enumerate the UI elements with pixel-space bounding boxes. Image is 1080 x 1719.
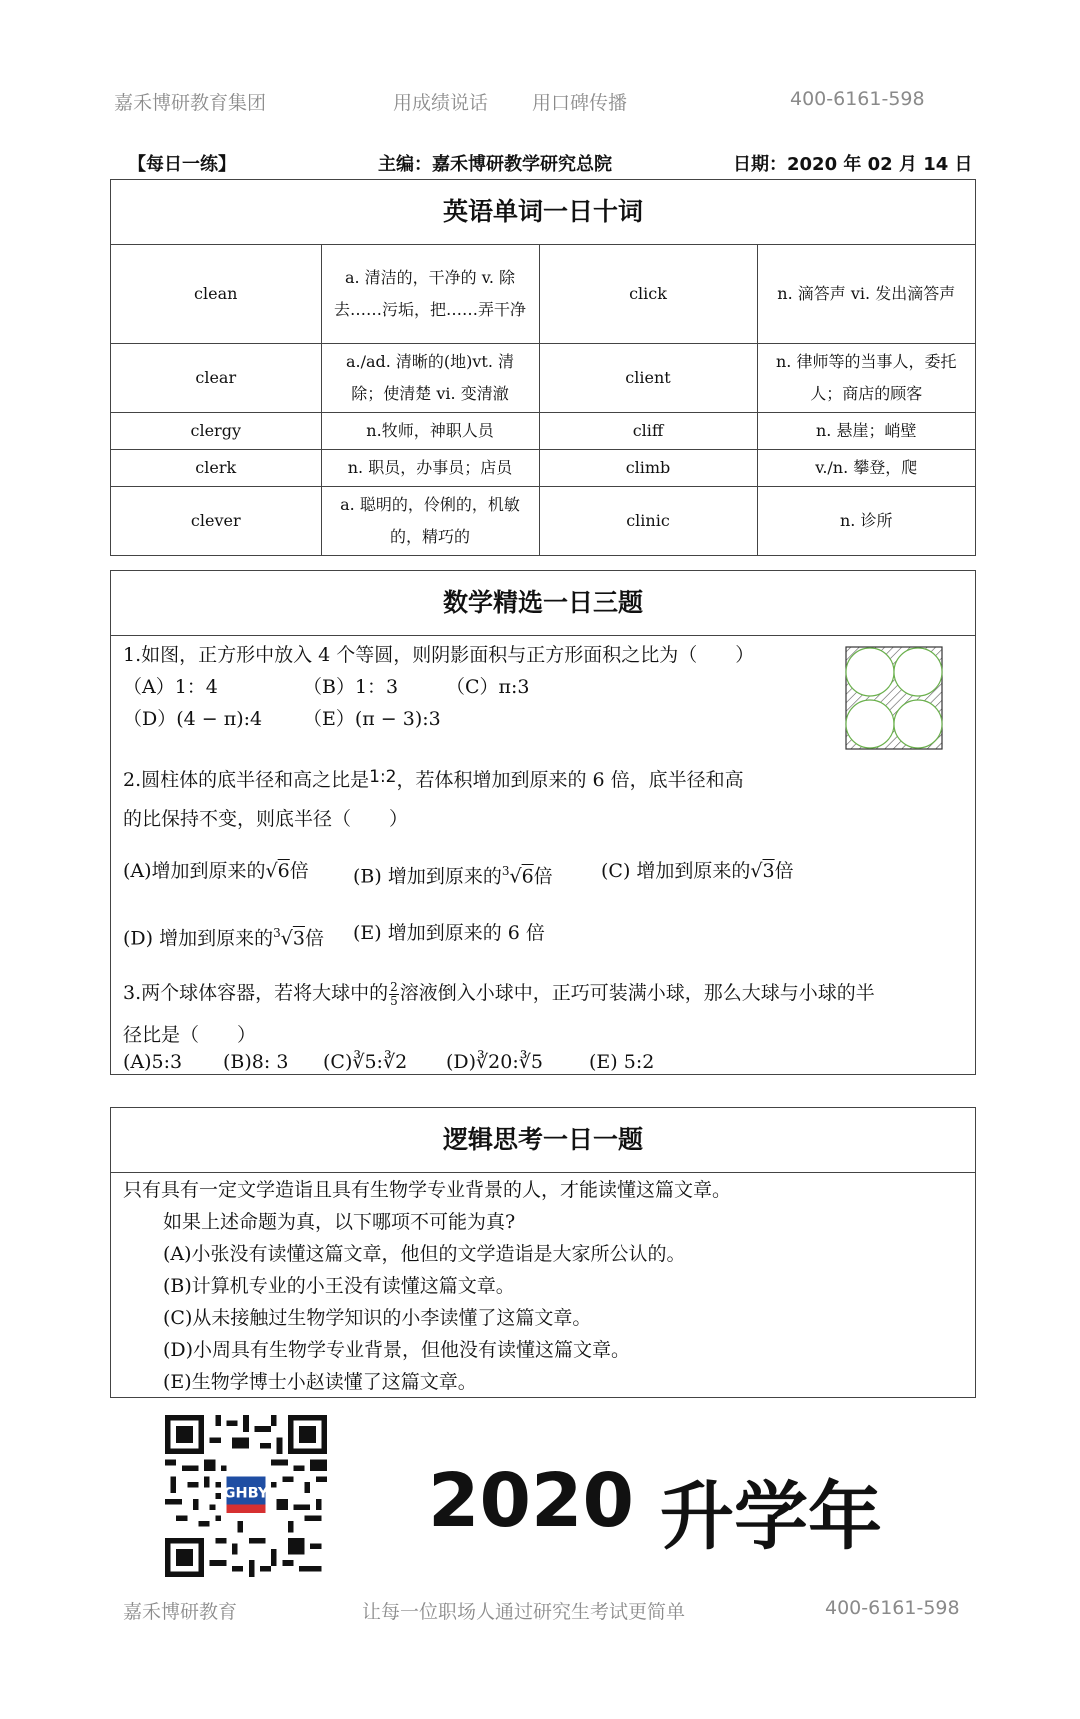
vocab-word: clergy xyxy=(111,412,321,449)
math-q1-option-e: （E）(π − 3):3 xyxy=(303,708,441,730)
math-q3-option-b: (B)8: 3 xyxy=(223,1051,289,1073)
option-text: 倍 xyxy=(304,927,324,950)
vocab-word: clever xyxy=(111,486,321,555)
header-org: 嘉禾博研教育集团 xyxy=(114,92,267,114)
vocab-word: clean xyxy=(111,245,321,343)
promo-text: 升学年 xyxy=(660,1474,882,1560)
vocab-table xyxy=(111,245,975,555)
logic-question: 如果上述命题为真，以下哪项不可能为真? xyxy=(163,1211,516,1233)
vocab-definition: a. 聪明的，伶俐的，机敏的，精巧的 xyxy=(321,486,539,555)
math-q2-option-b: (B) 增加到原来的$^3$√6倍 xyxy=(353,864,553,888)
vocab-definition: n. 悬崖；峭壁 xyxy=(757,412,975,449)
vocab-word: clerk xyxy=(111,449,321,486)
math-q2-ratio: 1:2 xyxy=(369,767,397,787)
header-slogan-1: 用成绩说话 xyxy=(393,92,489,114)
page-header xyxy=(0,88,1080,118)
math-section xyxy=(110,570,976,1075)
radicand: 3 xyxy=(762,860,775,882)
subheader-left: 【每日一练】 xyxy=(128,154,236,175)
logic-section xyxy=(110,1107,976,1398)
option-text: (B) 增加到原来的 xyxy=(353,865,502,888)
header-slogan-2: 用口碑传播 xyxy=(532,92,628,114)
math-q3-stem-line1 xyxy=(123,977,875,1009)
vocab-row xyxy=(111,412,975,449)
vocab-title: 英语单词一日十词 xyxy=(111,180,975,245)
vocab-row xyxy=(111,343,975,412)
math-q1-option-c: （C）π:3 xyxy=(446,676,530,698)
math-q2-stem-b: ，若体积增加到原来的 6 倍，底半径和高 xyxy=(396,769,744,791)
subheader-date: 日期：2020 年 02 月 14 日 xyxy=(733,154,973,175)
fraction-denominator: 5 xyxy=(390,993,398,1008)
math-title: 数学精选一日三题 xyxy=(111,571,975,636)
math-q2-stem-a: 2.圆柱体的底半径和高之比是 xyxy=(123,769,370,791)
math-q2-option-e: (E) 增加到原来的 6 倍 xyxy=(353,922,545,944)
math-q2-option-c: (C) 增加到原来的√3倍 xyxy=(601,860,794,882)
vocab-row xyxy=(111,245,975,343)
page-footer xyxy=(0,1597,1080,1627)
math-q3-option-d: (D)∛20:∛5 xyxy=(446,1051,543,1073)
four-circles-figure xyxy=(844,645,944,751)
math-q2-option-d: (D) 增加到原来的$^3$√3倍 xyxy=(123,926,324,950)
root-index: 3 xyxy=(501,864,510,878)
root-index: 3 xyxy=(273,926,281,940)
vocab-row xyxy=(111,486,975,555)
math-q1-stem: 1.如图，正方形中放入 4 个等圆，则阴影面积与正方形面积之比为（ ） xyxy=(123,644,755,666)
logic-title: 逻辑思考一日一题 xyxy=(111,1108,975,1173)
footer-phone: 400-6161-598 xyxy=(825,1597,960,1619)
promo-year: 2020 xyxy=(428,1458,634,1544)
option-text: (C) 增加到原来的 xyxy=(601,860,751,882)
logic-option-b: (B)计算机专业的小王没有读懂这篇文章。 xyxy=(163,1275,515,1297)
footer-slogan: 让每一位职场人通过研究生考试更简单 xyxy=(362,1601,686,1623)
vocab-definition: a. 清洁的，干净的 v. 除去……污垢，把……弄干净 xyxy=(321,245,539,343)
vocab-definition: n. 律师等的当事人，委托人；商店的顾客 xyxy=(757,343,975,412)
vocab-word: click xyxy=(539,245,757,343)
option-text: (D) 增加到原来的 xyxy=(123,927,274,950)
vocab-definition: a./ad. 清晰的(地)vt. 清除；使清楚 vi. 变清澈 xyxy=(321,343,539,412)
vocab-definition: n. 职员，办事员；店员 xyxy=(321,449,539,486)
math-q3-stem-b: 溶液倒入小球中，正巧可装满小球，那么大球与小球的半 xyxy=(399,982,875,1004)
vocab-definition: n. 滴答声 vi. 发出滴答声 xyxy=(757,245,975,343)
vocab-row xyxy=(111,449,975,486)
option-text: (A)增加到原来的 xyxy=(123,860,266,882)
fraction-numerator: 2 xyxy=(390,979,398,994)
vocab-word: clear xyxy=(111,343,321,412)
logic-option-e: (E)生物学博士小赵读懂了这篇文章。 xyxy=(163,1371,477,1393)
footer-org: 嘉禾博研教育 xyxy=(123,1601,238,1623)
radicand: 6 xyxy=(521,865,534,888)
radicand: 3 xyxy=(292,927,305,950)
math-q3-option-a: (A)5:3 xyxy=(123,1051,183,1073)
vocab-section xyxy=(110,179,976,556)
logic-option-d: (D)小周具有生物学专业背景，但他没有读懂这篇文章。 xyxy=(163,1339,631,1361)
vocab-word: client xyxy=(539,343,757,412)
math-q1-option-b: （B）1：3 xyxy=(303,676,399,698)
vocab-word: climb xyxy=(539,449,757,486)
radicand: 6 xyxy=(277,860,290,882)
subheader xyxy=(0,150,1080,180)
math-q2-stem-c: 的比保持不变，则底半径（ ） xyxy=(123,808,409,830)
vocab-word: clinic xyxy=(539,486,757,555)
math-q3-stem-a: 3.两个球体容器，若将大球中的 xyxy=(123,982,389,1004)
math-q1-option-d: （D）(4 − π):4 xyxy=(123,708,263,730)
qr-code xyxy=(165,1415,327,1577)
subheader-editor: 主编：嘉禾博研教学研究总院 xyxy=(378,154,612,175)
math-q3-option-e: (E) 5:2 xyxy=(589,1051,655,1073)
logic-premise: 只有具有一定文学造诣且具有生物学专业背景的人，才能读懂这篇文章。 xyxy=(123,1179,732,1201)
logic-option-a: (A)小张没有读懂这篇文章，他但的文学造诣是大家所公认的。 xyxy=(163,1243,686,1265)
vocab-word: cliff xyxy=(539,412,757,449)
math-q2-option-a: (A)增加到原来的√6倍 xyxy=(123,860,309,882)
vocab-definition: n. 诊所 xyxy=(757,486,975,555)
vocab-definition: n.牧师，神职人员 xyxy=(321,412,539,449)
option-text: 倍 xyxy=(533,865,553,888)
option-text: 倍 xyxy=(774,860,794,882)
math-q1-option-a: （A）1：4 xyxy=(123,676,218,698)
vocab-definition: v./n. 攀登，爬 xyxy=(757,449,975,486)
math-q3-option-c: (C)∛5:∛2 xyxy=(323,1051,408,1073)
logic-option-c: (C)从未接触过生物学知识的小李读懂了这篇文章。 xyxy=(163,1307,592,1329)
option-text: 倍 xyxy=(289,860,309,882)
math-q2-stem-line1 xyxy=(123,761,744,796)
qr-logo-text: GHBY xyxy=(223,1485,269,1502)
math-q3-stem-c: 径比是（ ） xyxy=(123,1024,257,1046)
header-phone: 400-6161-598 xyxy=(790,88,925,110)
fraction xyxy=(389,981,399,1008)
